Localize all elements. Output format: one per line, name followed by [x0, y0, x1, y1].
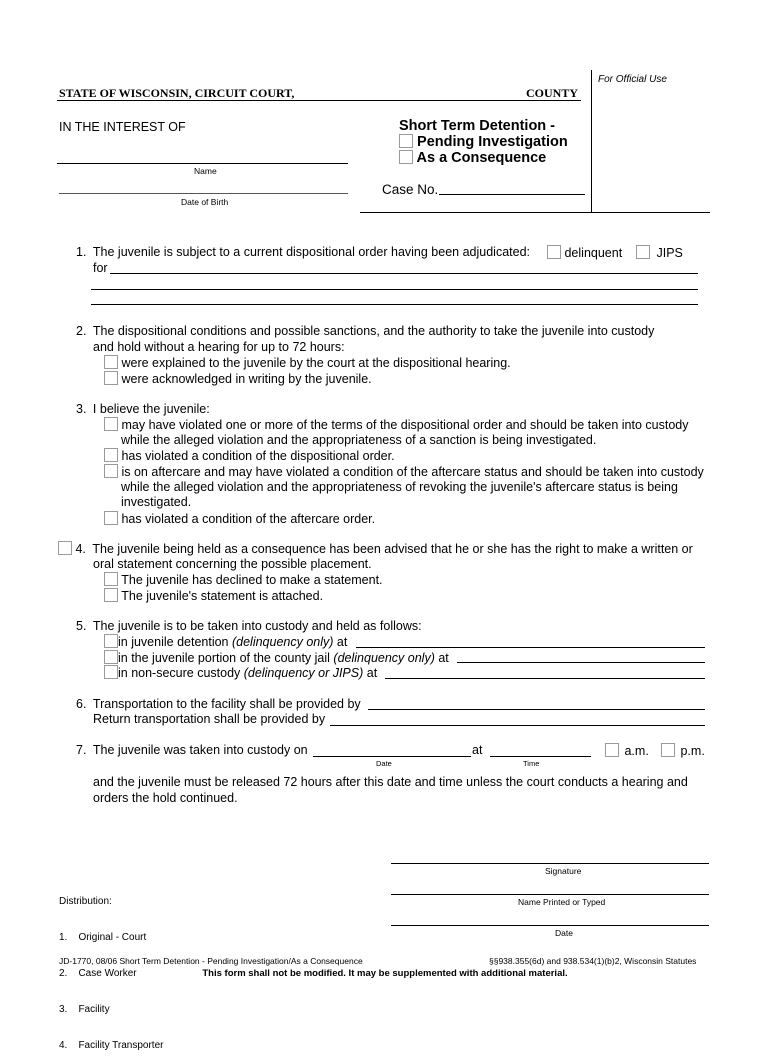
pm-checkbox[interactable]	[661, 743, 675, 757]
signature-date-line[interactable]	[391, 925, 709, 926]
delinquent-label: delinquent	[564, 246, 623, 260]
pm-label: p.m.	[680, 744, 705, 758]
item7-line	[76, 743, 308, 758]
non-secure-label: in non-secure custody	[118, 666, 244, 680]
pm-option[interactable]	[661, 743, 705, 759]
item5-option-county-jail[interactable]	[104, 650, 449, 666]
case-no-field-line[interactable]	[439, 194, 585, 195]
official-use-divider	[591, 70, 592, 212]
item3-b-label: has violated a condition of the dispositional order.	[121, 449, 395, 463]
item5-option-non-secure[interactable]	[104, 665, 377, 681]
non-secure-qualifier: (delinquency or JIPS)	[243, 666, 364, 680]
item4-checkbox[interactable]	[58, 541, 72, 555]
delinquent-checkbox[interactable]	[547, 245, 561, 259]
acknowledged-checkbox[interactable]	[104, 371, 118, 385]
header-bottom-rule	[360, 212, 710, 213]
item7-number: 7.	[76, 743, 87, 757]
item3-number: 3.	[76, 402, 87, 416]
item4-number: 4.	[75, 542, 86, 556]
county-jail-at: at	[434, 651, 449, 665]
item3-option-a[interactable]	[104, 417, 688, 433]
pending-investigation-label: Pending Investigation	[417, 134, 568, 150]
court-county-line	[57, 100, 581, 101]
name-field-line[interactable]	[57, 163, 348, 164]
attached-label: The juvenile's statement is attached.	[121, 589, 324, 603]
item1-row	[76, 245, 530, 260]
item7-release-line1: and the juvenile must be released 72 hours after this date and time unless the court conducts a hearing and	[93, 775, 688, 789]
explained-checkbox[interactable]	[104, 355, 118, 369]
item3-a-checkbox[interactable]	[104, 417, 118, 431]
item5-text: The juvenile is to be taken into custody and held as follows:	[92, 619, 422, 633]
item6-number: 6.	[76, 697, 87, 711]
item3-text: I believe the juvenile:	[92, 402, 210, 416]
footer-notice: This form shall not be modified. It may be supplemented with additional material.	[202, 968, 568, 979]
item1-text: The juvenile is subject to a current dispositional order having been adjudicated:	[92, 245, 530, 259]
declined-checkbox[interactable]	[104, 572, 118, 586]
item7-at: at	[472, 743, 483, 757]
distribution-item: 2. Case Worker	[59, 968, 137, 979]
item2-option-acknowledged[interactable]	[104, 371, 372, 387]
item1-number: 1.	[76, 245, 87, 259]
dob-field-line[interactable]	[59, 193, 348, 194]
signature-date-caption: Date	[555, 928, 573, 938]
non-secure-checkbox[interactable]	[104, 665, 118, 679]
item3-d-label: has violated a condition of the aftercare order.	[121, 512, 376, 526]
item3-option-c-cont1: while the alleged violation and the appropriateness of revoking the juvenile's aftercare status is being	[121, 480, 678, 494]
item2-text: The dispositional conditions and possible sanctions, and the authority to take the juvenile into custody	[92, 324, 655, 338]
detention-location-line[interactable]	[356, 647, 705, 648]
item2-option-explained[interactable]	[104, 355, 511, 371]
transport-provider-line[interactable]	[368, 709, 705, 710]
item3-option-b[interactable]	[104, 448, 395, 464]
custody-time-caption: Time	[523, 759, 540, 768]
item6-text: Transportation to the facility shall be provided by	[92, 697, 361, 711]
detention-at: at	[333, 635, 348, 649]
name-caption: Name	[194, 166, 217, 176]
return-transport-provider-line[interactable]	[330, 725, 705, 726]
name-printed-line[interactable]	[391, 894, 709, 895]
distribution-item: 4. Facility Transporter	[59, 1040, 164, 1051]
item1-jips-option[interactable]	[636, 245, 683, 261]
item2-number: 2.	[76, 324, 87, 338]
item1-for-label: for	[93, 261, 108, 275]
item4-option-attached[interactable]	[104, 588, 323, 604]
acknowledged-label: were acknowledged in writing by the juvenile.	[121, 372, 372, 386]
item3-option-c-cont2: investigated.	[121, 495, 192, 509]
name-printed-caption: Name Printed or Typed	[518, 897, 606, 907]
county-jail-location-line[interactable]	[457, 662, 705, 663]
custody-date-caption: Date	[376, 759, 392, 768]
item7-text: The juvenile was taken into custody on	[92, 743, 308, 757]
item3-option-c[interactable]	[104, 464, 704, 480]
county-jail-checkbox[interactable]	[104, 650, 118, 664]
item1-for-line-3[interactable]	[91, 304, 698, 305]
item5-intro	[76, 619, 422, 634]
item3-b-checkbox[interactable]	[104, 448, 118, 462]
am-label: a.m.	[624, 744, 649, 758]
item2-line2: and hold without a hearing for up to 72 hours:	[93, 340, 345, 354]
distribution-item: 3. Facility	[59, 1004, 110, 1015]
jips-checkbox[interactable]	[636, 245, 650, 259]
form-title: Short Term Detention -	[399, 118, 556, 134]
item6-line2: Return transportation shall be provided by	[93, 712, 326, 726]
item1-for-line-1[interactable]	[110, 273, 698, 274]
footer-form-id: JD-1770, 08/06 Short Term Detention - Pending Investigation/As a Consequence	[59, 956, 363, 966]
distribution-title: Distribution:	[59, 896, 112, 907]
attached-checkbox[interactable]	[104, 588, 118, 602]
as-a-consequence-checkbox[interactable]	[399, 150, 413, 164]
item4-line2: oral statement concerning the possible placement.	[93, 557, 372, 571]
item3-d-checkbox[interactable]	[104, 511, 118, 525]
option-as-a-consequence[interactable]	[399, 150, 546, 166]
am-checkbox[interactable]	[605, 743, 619, 757]
item1-for-line-2[interactable]	[91, 289, 698, 290]
court-title: STATE OF WISCONSIN, CIRCUIT COURT,	[59, 86, 295, 100]
non-secure-at: at	[363, 666, 378, 680]
footer-statutes: §§938.355(6d) and 938.534(1)(b)2, Wisconsin Statutes	[489, 956, 697, 966]
item4-option-declined[interactable]	[104, 572, 383, 588]
interest-of-label: IN THE INTEREST OF	[59, 120, 186, 134]
case-no-label: Case No.	[382, 182, 439, 197]
jips-label: JIPS	[656, 246, 683, 260]
detention-qualifier: (delinquency only)	[231, 635, 334, 649]
item4-line1	[58, 541, 693, 557]
explained-label: were explained to the juvenile by the court at the dispositional hearing.	[121, 356, 511, 370]
signature-caption: Signature	[545, 866, 582, 876]
county-jail-label: in the juvenile portion of the county jail	[118, 651, 334, 665]
item7-release-line2: orders the hold continued.	[93, 791, 238, 805]
detention-checkbox[interactable]	[104, 634, 118, 648]
official-use-label: For Official Use	[598, 74, 667, 85]
item3-option-a-cont: while the alleged violation and the appropriateness of a sanction is being investigated.	[121, 433, 597, 447]
option-pending-investigation[interactable]	[399, 134, 568, 150]
item5-option-detention[interactable]	[104, 634, 347, 650]
item5-number: 5.	[76, 619, 87, 633]
item3-c-checkbox[interactable]	[104, 464, 118, 478]
item2-line1	[76, 324, 654, 339]
as-a-consequence-label: As a Consequence	[416, 150, 547, 166]
item3-c-label: is on aftercare and may have violated a condition of the aftercare status and should be taken into custody	[121, 465, 704, 479]
item6-line1	[76, 697, 361, 712]
detention-label: in juvenile detention	[118, 635, 232, 649]
declined-label: The juvenile has declined to make a statement.	[121, 573, 383, 587]
pending-investigation-checkbox[interactable]	[399, 134, 413, 148]
custody-date-line[interactable]	[313, 756, 471, 757]
county-label: COUNTY	[526, 86, 579, 100]
dob-caption: Date of Birth	[181, 197, 229, 207]
item3-option-d[interactable]	[104, 511, 375, 527]
item3-a-label: may have violated one or more of the terms of the dispositional order and should be taken into custody	[121, 418, 689, 432]
custody-time-line[interactable]	[490, 756, 591, 757]
am-option[interactable]	[605, 743, 649, 759]
distribution-item: 1. Original - Court	[59, 932, 147, 943]
item4-text: The juvenile being held as a consequence has been advised that he or she has the right to make a written or	[92, 542, 693, 556]
item3-intro	[76, 402, 210, 417]
non-secure-location-line[interactable]	[385, 678, 705, 679]
signature-line[interactable]	[391, 863, 709, 864]
item1-delinquent-option[interactable]	[547, 245, 622, 261]
county-jail-qualifier: (delinquency only)	[333, 651, 435, 665]
